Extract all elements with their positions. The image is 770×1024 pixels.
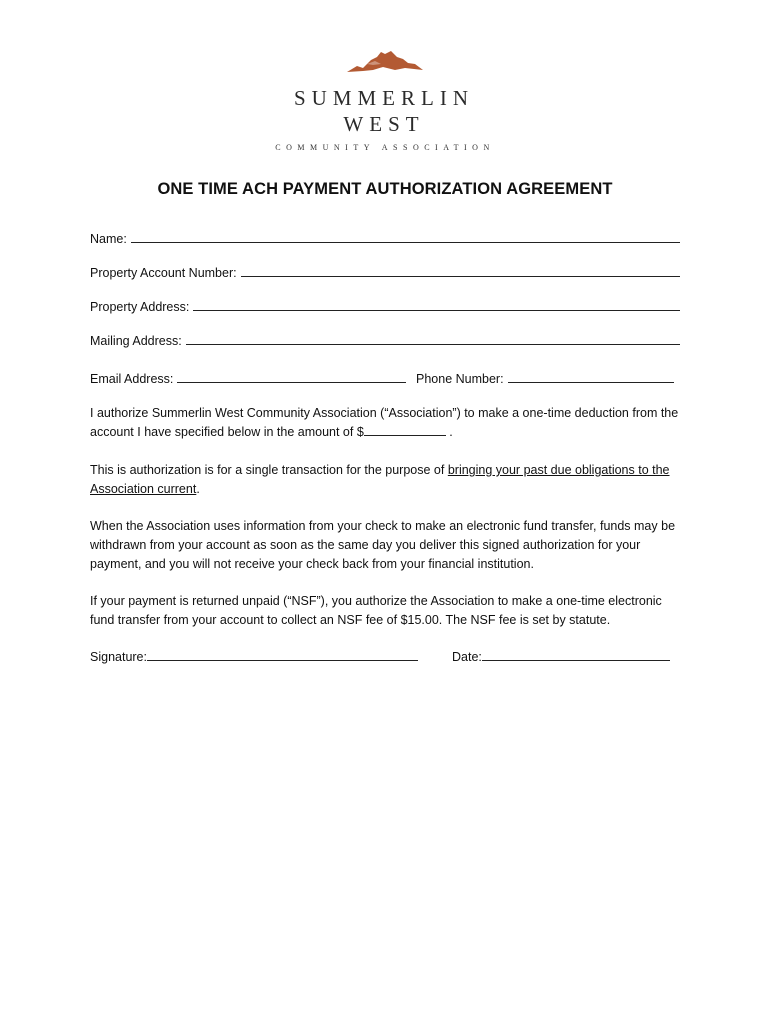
email-address-field[interactable] <box>90 366 406 386</box>
logo-subtitle: COMMUNITY ASSOCIATION <box>275 143 495 152</box>
email-address-blank-line[interactable] <box>177 370 406 383</box>
date-field[interactable] <box>452 648 670 664</box>
property-address-label: Property Address: <box>90 300 190 314</box>
name-field[interactable] <box>90 226 680 246</box>
signature-label: Signature: <box>90 650 147 664</box>
name-label: Name: <box>90 232 127 246</box>
property-address-field[interactable] <box>90 294 680 314</box>
mailing-address-blank-line[interactable] <box>186 332 680 345</box>
phone-number-blank-line[interactable] <box>508 370 674 383</box>
logo-name-line1: SUMMERLIN <box>293 86 474 110</box>
mountain-logo-icon <box>345 48 425 74</box>
amount-blank-line[interactable] <box>364 424 446 436</box>
document-title: ONE TIME ACH PAYMENT AUTHORIZATION AGREEMENT <box>157 180 613 198</box>
email-address-label: Email Address: <box>90 372 174 386</box>
purpose-prefix: This is authorization is for a single transaction for the purpose of <box>90 463 448 477</box>
date-blank-line[interactable] <box>482 648 670 661</box>
phone-number-field[interactable] <box>416 366 674 386</box>
property-account-number-blank-line[interactable] <box>241 264 680 277</box>
authorization-end: . <box>445 425 453 439</box>
property-account-number-field[interactable] <box>90 260 680 280</box>
property-address-blank-line[interactable] <box>193 298 680 311</box>
authorization-text: I authorize Summerlin West Community Association (“Association”) to make a one-time deduction from the account I have specified below in the amount of $ <box>90 406 679 439</box>
mailing-address-field[interactable] <box>90 328 680 348</box>
signature-field[interactable] <box>90 648 418 664</box>
authorization-paragraph <box>90 404 680 442</box>
phone-number-label: Phone Number: <box>416 372 504 386</box>
purpose-paragraph <box>90 461 680 499</box>
property-account-number-label: Property Account Number: <box>90 266 237 280</box>
name-blank-line[interactable] <box>131 230 680 243</box>
purpose-underlined: bringing your past due obligations to the Association current <box>90 463 670 496</box>
electronic-transfer-paragraph: When the Association uses information from your check to make an electronic fund transfer, funds may be withdrawn from your account as soon as the same day you deliver this signed authorization for your payment, and you will not receive your check back from your financial institution. <box>90 519 676 571</box>
purpose-suffix: . <box>196 482 200 496</box>
mailing-address-label: Mailing Address: <box>90 334 182 348</box>
logo-name-line2: WEST <box>343 112 425 136</box>
signature-blank-line[interactable] <box>147 648 418 661</box>
date-label: Date: <box>452 650 482 664</box>
signature-row <box>90 648 680 668</box>
nsf-paragraph: If your payment is returned unpaid (“NSF”), you authorize the Association to make a one-time electronic fund transfer from your account to collect an NSF fee of $15.00. The NSF fee is set by statute. <box>90 594 662 627</box>
